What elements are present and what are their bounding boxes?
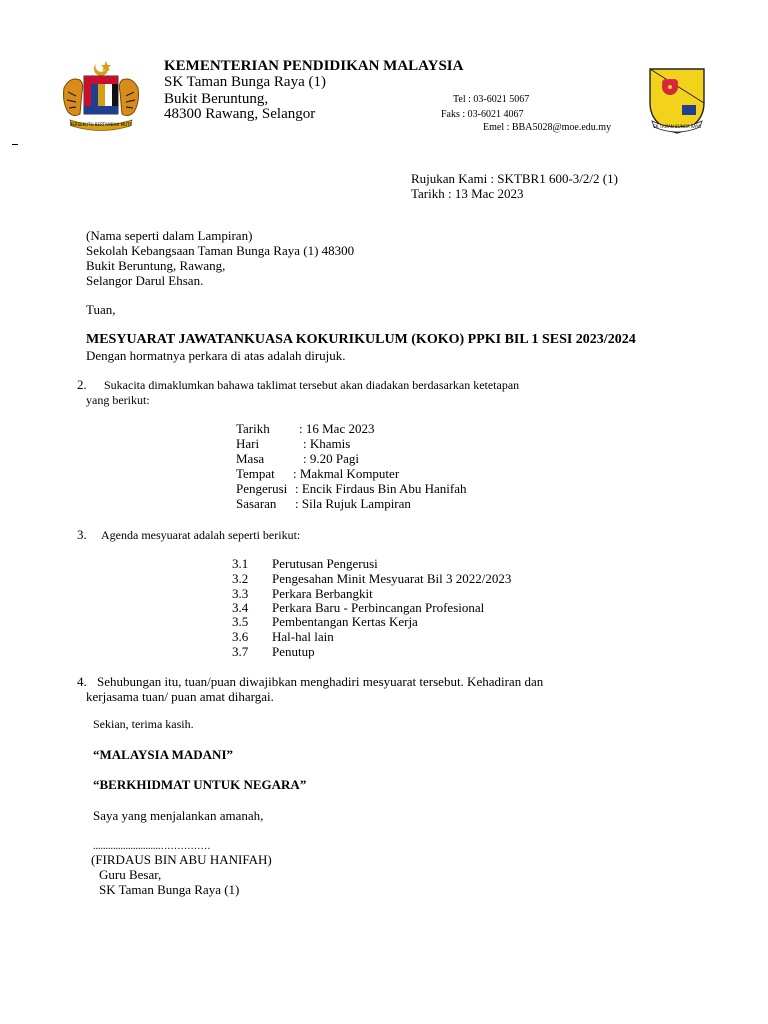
telephone: Tel : 03-6021 5067	[453, 94, 530, 105]
detail-value: : Khamis	[303, 436, 351, 451]
agenda-item: Perkara Berbangkit	[272, 586, 373, 601]
malaysia-coat-of-arms-icon	[60, 58, 142, 134]
address-line-2: 48300 Rawang, Selangor	[164, 106, 316, 122]
paragraph-number: 2.	[77, 377, 87, 392]
slogan-malaysia-madani: “MALAYSIA MADANI”	[93, 747, 234, 762]
paragraph-number: 3.	[77, 527, 87, 542]
detail-label: Tarikh	[236, 421, 270, 436]
paragraph-2-line: Sukacita dimaklumkan bahawa taklimat tersebut akan diadakan berdasarkan ketetapan	[104, 378, 520, 392]
crest-motto: BERSEKUTU BERTAMBAH MUTU	[69, 122, 133, 127]
agenda-number: 3.5	[232, 614, 249, 629]
slogan-berkhidmat: “BERKHIDMAT UNTUK NEGARA”	[93, 777, 307, 792]
paragraph-4-line: kerjasama tuan/ puan amat dihargai.	[86, 689, 274, 704]
ministry-name: KEMENTERIAN PENDIDIKAN MALAYSIA	[164, 58, 464, 74]
school-logo-icon	[646, 65, 708, 139]
agenda-number: 3.3	[232, 586, 249, 601]
detail-value: : Encik Firdaus Bin Abu Hanifah	[295, 481, 467, 496]
agenda-item: Hal-hal lain	[272, 629, 334, 644]
agenda-item: Penutup	[272, 644, 315, 659]
letter-date: Tarikh : 13 Mac 2023	[411, 186, 524, 201]
recipient-line: Selangor Darul Ehsan.	[86, 273, 204, 288]
subject-heading: MESYUARAT JAWATANKUASA KOKURIKULUM (KOKO) PPKI BIL 1 SESI 2023/2024	[86, 332, 636, 347]
agenda-number: 3.4	[232, 600, 249, 615]
agenda-number: 3.7	[232, 644, 249, 659]
school-logo-text: SK TAMAN BUNGA RAYA	[653, 124, 701, 129]
agenda-number: 3.6	[232, 629, 249, 644]
paragraph-3-text: Agenda mesyuarat adalah seperti berikut:	[101, 528, 301, 542]
paragraph-number: 4.	[77, 674, 87, 689]
detail-label: Pengerusi	[236, 481, 288, 496]
signatory-school: SK Taman Bunga Raya (1)	[99, 882, 240, 897]
signatory-position: Guru Besar,	[99, 867, 162, 882]
detail-label: Tempat	[236, 466, 275, 481]
amanah-text: Saya yang menjalankan amanah,	[93, 808, 264, 823]
detail-label: Hari	[236, 436, 260, 451]
detail-value: : Sila Rujuk Lampiran	[295, 496, 411, 511]
agenda-item: Perkara Baru - Perbincangan Profesional	[272, 600, 485, 615]
agenda-item: Pembentangan Kertas Kerja	[272, 614, 418, 629]
signatory-name: (FIRDAUS BIN ABU HANIFAH)	[91, 852, 272, 867]
address-line-1: Bukit Beruntung,	[164, 91, 269, 107]
intro-text: Dengan hormatnya perkara di atas adalah dirujuk.	[86, 348, 346, 363]
paragraph-2-line: yang berikut:	[86, 393, 150, 407]
agenda-number: 3.2	[232, 571, 249, 586]
closing-thanks: Sekian, terima kasih.	[93, 717, 194, 731]
recipient-line: (Nama seperti dalam Lampiran)	[86, 228, 253, 243]
recipient-line: Sekolah Kebangsaan Taman Bunga Raya (1) 48300	[86, 243, 355, 258]
detail-label: Sasaran	[236, 496, 277, 511]
detail-value: : Makmal Komputer	[293, 466, 400, 481]
margin-mark	[12, 144, 18, 145]
detail-label: Masa	[236, 451, 265, 466]
school-name: SK Taman Bunga Raya (1)	[164, 74, 326, 90]
signature-line: ...........................……………	[93, 841, 211, 852]
detail-value: : 16 Mac 2023	[299, 421, 375, 436]
salutation: Tuan,	[86, 302, 116, 317]
recipient-line: Bukit Beruntung, Rawang,	[86, 258, 226, 273]
reference-number: Rujukan Kami : SKTBR1 600-3/2/2 (1)	[411, 171, 618, 186]
agenda-item: Pengesahan Minit Mesyuarat Bil 3 2022/2023	[272, 571, 512, 586]
paragraph-4-line: Sehubungan itu, tuan/puan diwajibkan menghadiri mesyuarat tersebut. Kehadiran dan	[97, 674, 544, 689]
agenda-item: Perutusan Pengerusi	[272, 556, 378, 571]
detail-value: : 9.20 Pagi	[303, 451, 359, 466]
fax: Faks : 03-6021 4067	[441, 109, 524, 120]
agenda-number: 3.1	[232, 556, 249, 571]
email: Emel : BBA5028@moe.edu.my	[483, 122, 612, 133]
